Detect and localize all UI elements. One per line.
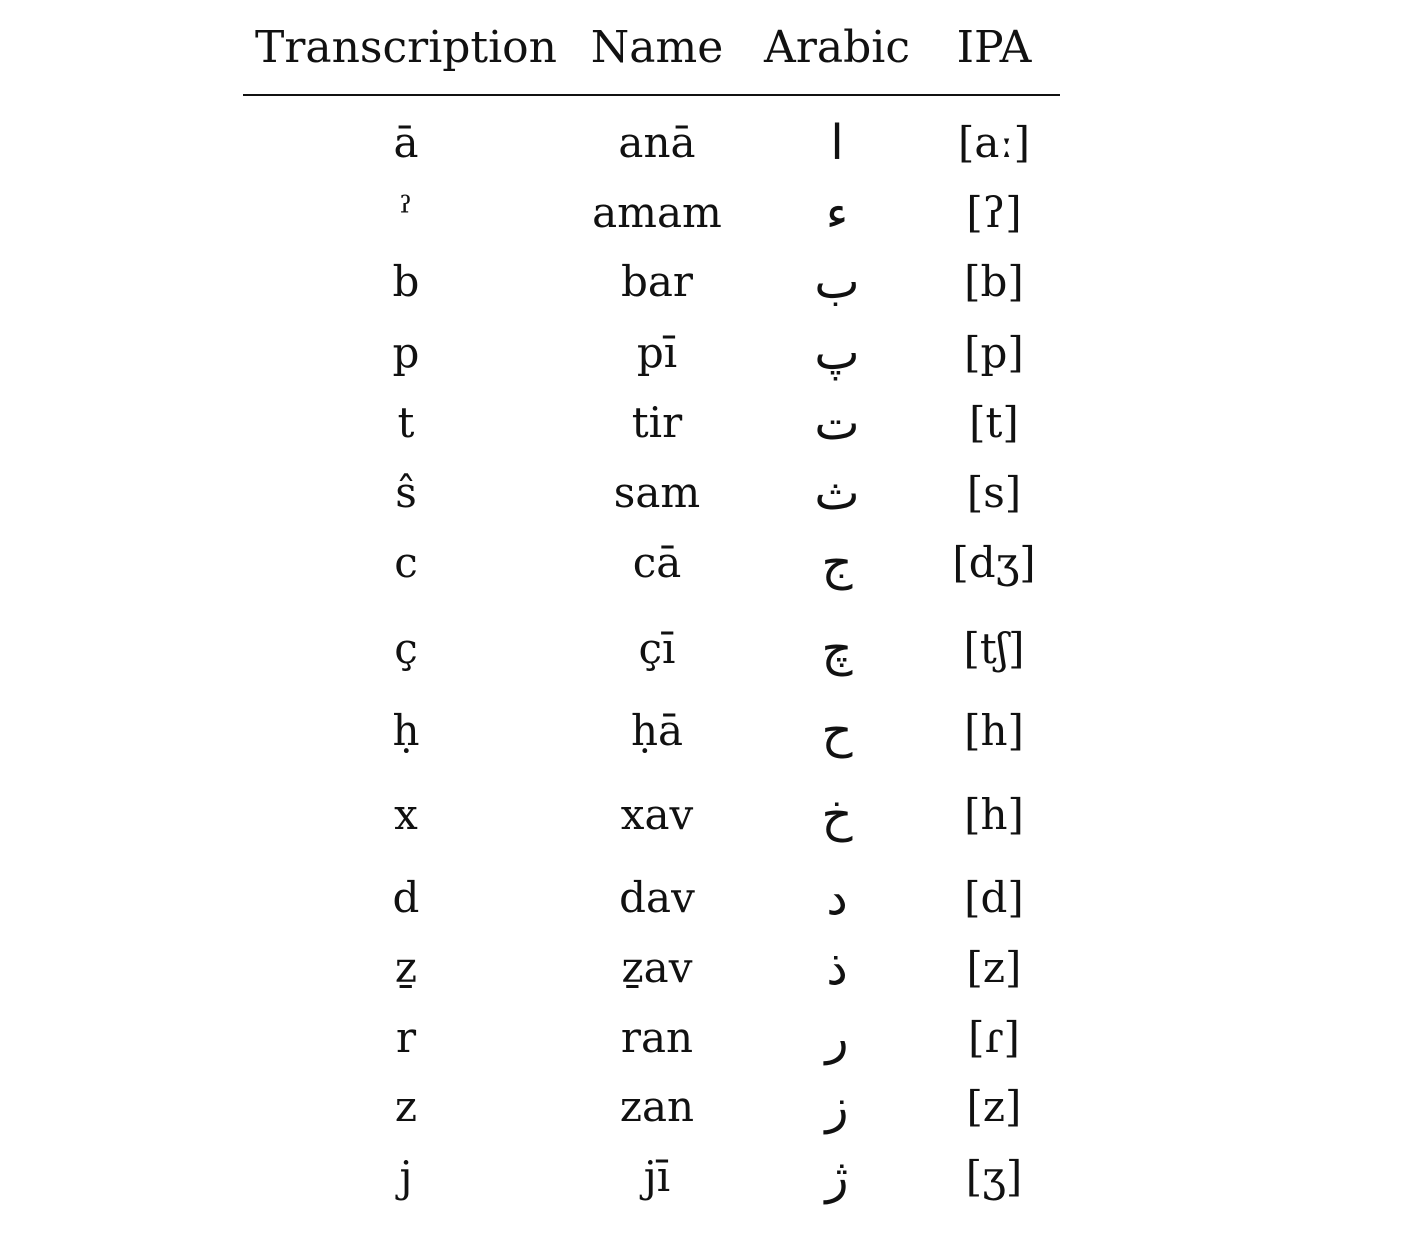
name-cell: bar: [620, 257, 694, 306]
arabic-cell: پ: [814, 325, 860, 381]
alphabet-table: [243, 0, 1060, 1236]
arabic-cell: ژ: [825, 1149, 849, 1205]
transcription-cell: p: [392, 328, 420, 377]
name-cell: zan: [619, 1082, 695, 1131]
transcription-cell: t: [397, 398, 415, 447]
name-cell: pī: [636, 328, 678, 377]
transcription-cell: j: [399, 1152, 413, 1201]
name-cell: cā: [632, 538, 682, 587]
transcription-cell: b: [392, 257, 420, 306]
ipa-cell: [d]: [964, 873, 1024, 922]
name-cell: xav: [620, 790, 694, 839]
transcription-cell: ˀ: [400, 188, 412, 237]
name-cell: ẕav: [621, 943, 693, 992]
name-cell: anā: [618, 118, 696, 167]
arabic-cell: ث: [814, 465, 860, 521]
ipa-cell: [aː]: [958, 118, 1030, 167]
table-row: [243, 620, 1060, 690]
transcription-cell: x: [394, 790, 418, 839]
table-row: [243, 114, 1060, 184]
name-cell: dav: [619, 873, 695, 922]
ipa-cell: [tʃ]: [963, 624, 1025, 673]
table-row: [243, 184, 1060, 254]
table-row: [243, 702, 1060, 772]
ipa-cell: [ɾ]: [968, 1013, 1020, 1062]
ipa-cell: [dʒ]: [952, 538, 1036, 587]
header-ipa: IPA: [956, 22, 1032, 73]
header-name: Name: [590, 22, 724, 73]
ipa-cell: [p]: [964, 328, 1024, 377]
table-body: [243, 96, 1060, 1236]
arabic-cell: ح: [821, 703, 853, 759]
ipa-cell: [h]: [964, 706, 1024, 755]
transcription-cell: r: [395, 1013, 417, 1062]
arabic-cell: ر: [825, 1010, 849, 1066]
transcription-cell: c: [394, 538, 418, 587]
arabic-cell: خ: [821, 787, 853, 843]
table-row: [243, 394, 1060, 464]
transcription-cell: ç: [394, 624, 418, 673]
name-cell: ḥā: [630, 706, 684, 755]
table-row: [243, 1078, 1060, 1148]
table-row: [243, 464, 1060, 534]
table-row: [243, 253, 1060, 323]
name-cell: jī: [643, 1152, 671, 1201]
arabic-cell: ء: [825, 185, 849, 241]
ipa-cell: [ʔ]: [966, 188, 1022, 237]
table-row: [243, 534, 1060, 604]
arabic-cell: ز: [825, 1079, 849, 1135]
transcription-cell: ẕ: [394, 943, 418, 992]
table-row: [243, 939, 1060, 1009]
transcription-cell: z: [394, 1082, 418, 1131]
table-row: [243, 786, 1060, 856]
table-header: [243, 0, 1060, 96]
ipa-cell: [z]: [966, 943, 1022, 992]
arabic-cell: ت: [814, 395, 860, 451]
ipa-cell: [z]: [966, 1082, 1022, 1131]
ipa-cell: [ʒ]: [965, 1152, 1023, 1201]
ipa-cell: [s]: [966, 468, 1022, 517]
header-arabic: Arabic: [764, 22, 910, 73]
table-row: [243, 1009, 1060, 1079]
transcription-cell: ŝ: [395, 468, 417, 517]
arabic-cell: ذ: [826, 940, 848, 996]
name-cell: ran: [620, 1013, 694, 1062]
arabic-cell: ج: [821, 535, 853, 591]
arabic-cell: ب: [814, 254, 860, 310]
ipa-cell: [t]: [969, 398, 1019, 447]
table-row: [243, 869, 1060, 939]
name-cell: tir: [631, 398, 683, 447]
name-cell: çī: [638, 624, 676, 673]
ipa-cell: [h]: [964, 790, 1024, 839]
name-cell: amam: [592, 188, 722, 237]
ipa-cell: [b]: [964, 257, 1024, 306]
name-cell: sam: [613, 468, 701, 517]
transcription-cell: ā: [393, 118, 419, 167]
transcription-cell: ḥ: [392, 706, 420, 755]
transcription-cell: d: [392, 873, 420, 922]
arabic-cell: د: [826, 870, 848, 926]
arabic-cell: چ: [821, 621, 853, 677]
table-row: [243, 324, 1060, 394]
arabic-cell: ا: [830, 115, 844, 171]
header-transcription: Transcription: [254, 22, 558, 73]
table-row: [243, 1148, 1060, 1218]
